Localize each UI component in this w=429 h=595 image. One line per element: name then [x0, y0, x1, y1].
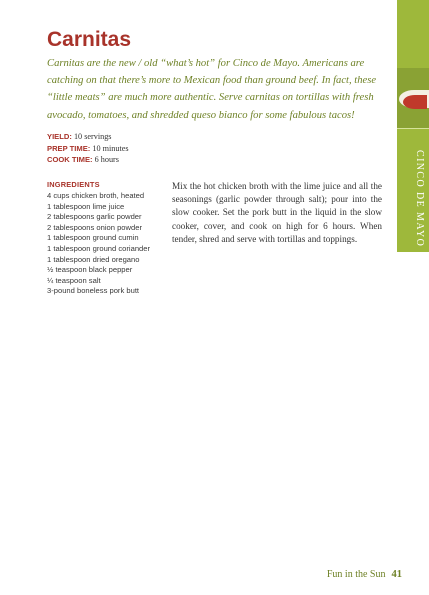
- yield-row: [47, 131, 247, 143]
- chapter-side-tab: [397, 0, 429, 252]
- ingredients-list: [47, 191, 167, 297]
- page-number: 41: [391, 569, 402, 580]
- margarita-glass-icon: [397, 68, 429, 128]
- yield-label: YIELD:: [47, 132, 72, 141]
- ingredient-item: 3-pound boneless pork butt: [47, 286, 140, 296]
- ingredient-item: ½ teaspoon black pepper: [47, 265, 133, 275]
- page-footer: [327, 569, 402, 580]
- cook-time-label: COOK TIME:: [47, 155, 93, 165]
- ingredient-item: 1 tablespoon dried oregano: [47, 254, 140, 264]
- ingredient-item: 1 tablespoon ground cumin: [47, 233, 139, 243]
- prep-time-value: 10 minutes: [92, 143, 129, 153]
- prep-time-label: PREP TIME:: [47, 143, 91, 153]
- ingredient-item: 2 tablespoons onion powder: [47, 222, 142, 232]
- ingredient-item: 1 tablespoon ground coriander: [47, 243, 151, 253]
- recipe-intro: Carnitas are the new / old “what’s hot” for Cinco de Mayo. Americans are catching on that there’s more to Mexican food than ground beef. In fact, these “little meats” are much more authentic. Serve carnitas on tortillas with fresh avocado, tomatoes, and shredded queso bianco for some fabulous tacos!: [47, 58, 377, 121]
- recipe-meta: [47, 131, 247, 166]
- ingredients-heading: INGREDIENTS: [47, 180, 100, 189]
- ingredient-item: 2 tablespoons garlic powder: [47, 212, 142, 222]
- footer-section-title: Fun in the Sun: [326, 569, 386, 580]
- prep-time-row: [47, 143, 247, 155]
- ingredient-item: 4 cups chicken broth, heated: [47, 191, 145, 200]
- ingredient-item: ¼ teaspoon salt: [47, 275, 101, 285]
- ingredient-item: 1 tablespoon lime juice: [47, 201, 125, 211]
- recipe-title: Carnitas: [47, 28, 132, 51]
- recipe-directions: Mix the hot chicken broth with the lime juice and all the seasonings (garlic powder through salt); pour into the slow cooker. Set the pork butt in the liquid in the slow cooker, cover, and cook on high for 6 hours. When tender, shred and serve with tortillas and toppings.: [172, 181, 382, 244]
- cook-time-value: 6 hours: [94, 155, 119, 165]
- yield-value: 10 servings: [73, 132, 112, 141]
- side-tab-divider: [397, 128, 429, 129]
- chapter-label: CINCO DE MAYO: [414, 150, 425, 248]
- cook-time-row: [47, 154, 247, 166]
- ingredients-section: [47, 180, 167, 297]
